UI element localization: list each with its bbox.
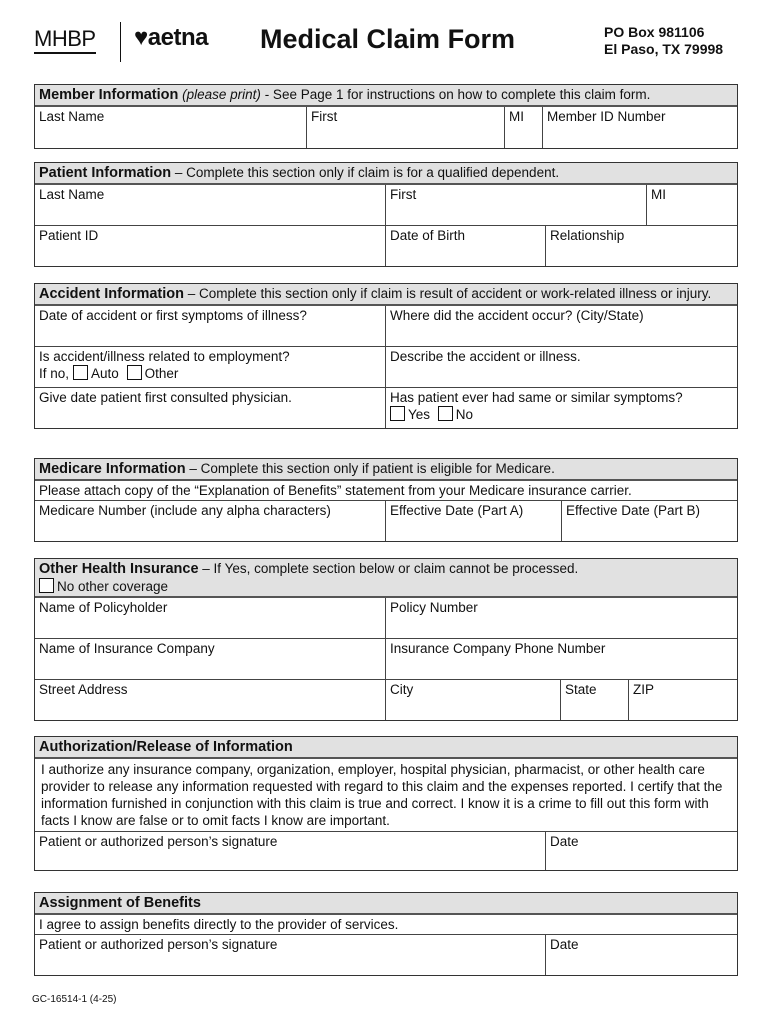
member-first-name-field[interactable]: First — [306, 107, 504, 148]
insurance-company-name-field[interactable]: Name of Insurance Company — [39, 641, 215, 656]
section-header: Assignment of Benefits — [35, 893, 737, 915]
patient-information-section — [34, 162, 738, 267]
policy-number-field[interactable]: Policy Number — [385, 598, 737, 638]
aetna-logo: ♥aetna — [134, 24, 208, 51]
assignment-date-field[interactable]: Date — [545, 935, 737, 975]
member-id-field[interactable]: Member ID Number — [542, 107, 737, 148]
insurance-company-phone-field[interactable]: Insurance Company Phone Number — [385, 639, 737, 679]
patient-last-name-field[interactable]: Last Name — [39, 187, 105, 202]
authorization-signature-field[interactable]: Patient or authorized person’s signature — [39, 834, 278, 849]
effective-date-part-a-field[interactable]: Effective Date (Part A) — [385, 501, 561, 541]
authorization-date-field[interactable]: Date — [545, 832, 737, 870]
state-field[interactable]: State — [560, 680, 628, 720]
accident-location-field[interactable]: Where did the accident occur? (City/State) — [385, 306, 737, 346]
patient-first-name-field[interactable]: First — [385, 185, 646, 225]
member-last-name-field[interactable]: Last Name — [39, 109, 105, 124]
section-header: Medicare Information – Complete this section only if patient is eligible for Medicare. — [35, 459, 737, 481]
medicare-information-section — [34, 458, 738, 542]
heart-icon: ♥ — [134, 24, 148, 51]
accident-date-field[interactable]: Date of accident or first symptoms of illness? — [39, 308, 307, 323]
authorization-text: I authorize any insurance company, organization, employer, hospital physician, pharmacist, or other health care provider to release any information requested with regard to this claim and the expenses reported. I certify that the information furnished in conjunction with this claim is true and correct. I know it is a crime to fill out this form with facts I know are false or to omit facts I know are important. — [41, 762, 723, 828]
assignment-text: I agree to assign benefits directly to the provider of services. — [39, 917, 399, 932]
medicare-note: Please attach copy of the “Explanation of Benefits” statement from your Medicare insurance carrier. — [39, 483, 632, 498]
auto-checkbox[interactable] — [73, 365, 88, 380]
date-of-birth-field[interactable]: Date of Birth — [385, 226, 545, 266]
member-information-section — [34, 84, 738, 149]
employment-related-field: Is accident/illness related to employment? If no, Auto Other — [39, 349, 290, 381]
policyholder-name-field[interactable]: Name of Policyholder — [39, 600, 168, 615]
zip-field[interactable]: ZIP — [628, 680, 737, 720]
first-consulted-date-field[interactable]: Give date patient first consulted physician. — [39, 390, 292, 405]
authorization-release-section — [34, 736, 738, 871]
form-code: GC-16514-1 (4-25) — [32, 994, 117, 1005]
mhbp-logo: MHBP — [34, 26, 96, 52]
assignment-of-benefits-section — [34, 892, 738, 976]
patient-mi-field[interactable]: MI — [646, 185, 737, 225]
similar-symptoms-field: Has patient ever had same or similar symptoms? Yes No — [385, 388, 737, 428]
section-header: Other Health Insurance – If Yes, complete section below or claim cannot be processed. No other coverage — [35, 559, 737, 596]
section-header: Authorization/Release of Information — [35, 737, 737, 759]
page-title: Medical Claim Form — [260, 24, 516, 54]
member-mi-field[interactable]: MI — [504, 107, 542, 148]
patient-id-field[interactable]: Patient ID — [39, 228, 99, 243]
other-health-insurance-section — [34, 558, 738, 721]
section-header: Patient Information – Complete this section only if claim is for a qualified dependent. — [35, 163, 737, 185]
assignment-signature-field[interactable]: Patient or authorized person’s signature — [39, 937, 278, 952]
relationship-field[interactable]: Relationship — [545, 226, 737, 266]
other-checkbox[interactable] — [127, 365, 142, 380]
medicare-number-field[interactable]: Medicare Number (include any alpha characters) — [39, 503, 331, 518]
effective-date-part-b-field[interactable]: Effective Date (Part B) — [561, 501, 737, 541]
section-header: Member Information (please print) - See Page 1 for instructions on how to complete this claim form. — [35, 85, 737, 107]
describe-accident-field[interactable]: Describe the accident or illness. — [385, 347, 737, 387]
logo-divider — [120, 22, 121, 62]
form-header — [32, 14, 740, 74]
section-header: Accident Information – Complete this section only if claim is result of accident or work-related illness or injury. — [35, 284, 737, 306]
no-other-coverage-checkbox[interactable] — [39, 578, 54, 593]
accident-information-section — [34, 283, 738, 429]
mailing-address: PO Box 981106 El Paso, TX 79998 — [604, 24, 724, 57]
yes-checkbox[interactable] — [390, 406, 405, 421]
no-checkbox[interactable] — [438, 406, 453, 421]
city-field[interactable]: City — [385, 680, 560, 720]
street-address-field[interactable]: Street Address — [39, 682, 128, 697]
